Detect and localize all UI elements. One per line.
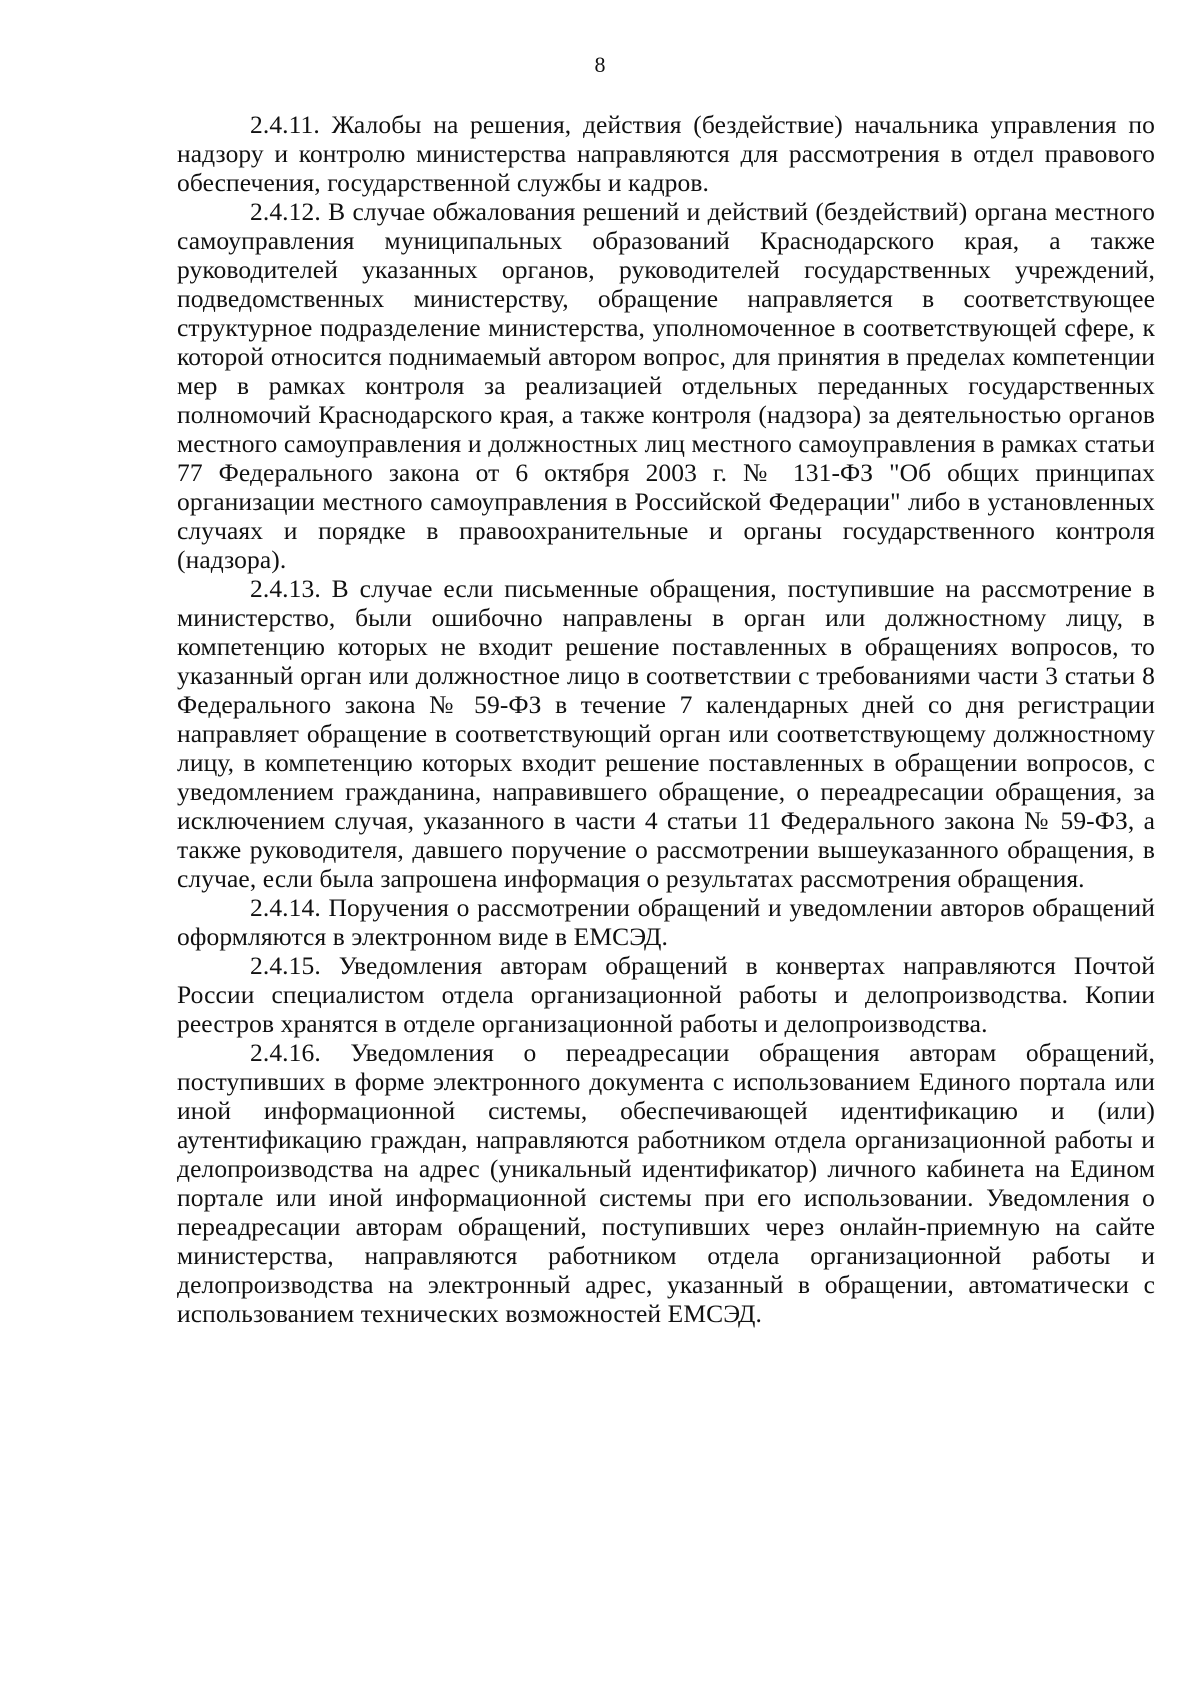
- document-body: [177, 110, 1155, 1328]
- paragraph-2-4-16: 2.4.16. Уведомления о переадресации обращения авторам обращений, поступивших в форме электронного документа с использованием Единого портала или иной информационной системы, обеспечивающей идентификацию и (или) аутентификацию граждан, направляются работником отдела организационной работы и делопроизводства на адрес (уникальный идентификатор) личного кабинета на Едином портале или иной информационной системы при его использовании. Уведомления о переадресации авторам обращений, поступивших через онлайн-приемную на сайте министерства, направляются работником отдела организационной работы и делопроизводства на электронный адрес, указанный в обращении, автоматически с использованием технических возможностей ЕМСЭД.: [177, 1038, 1155, 1328]
- paragraph-2-4-15: 2.4.15. Уведомления авторам обращений в конвертах направляются Почтой России специалистом отдела организационной работы и делопроизводства. Копии реестров хранятся в отделе организационной работы и делопроизводства.: [177, 951, 1155, 1038]
- paragraph-2-4-13: 2.4.13. В случае если письменные обращения, поступившие на рассмотрение в министерство, были ошибочно направлены в орган или должностному лицу, в компетенцию которых не входит решение поставленных в обращениях вопросов, то указанный орган или должностное лицо в соответствии с требованиями части 3 статьи 8 Федерального закона № 59-ФЗ в течение 7 календарных дней со дня регистрации направляет обращение в соответствующий орган или соответствующему должностному лицу, в компетенцию которых входит решение поставленных в обращении вопросов, с уведомлением гражданина, направившего обращение, о переадресации обращения, за исключением случая, указанного в части 4 статьи 11 Федерального закона № 59-ФЗ, а также руководителя, давшего поручение о рассмотрении вышеуказанного обращения, в случае, если была запрошена информация о результатах рассмотрения обращения.: [177, 574, 1155, 893]
- paragraph-2-4-11: 2.4.11. Жалобы на решения, действия (бездействие) начальника управления по надзору и контролю министерства направляются для рассмотрения в отдел правового обеспечения, государственной службы и кадров.: [177, 110, 1155, 197]
- paragraph-2-4-14: 2.4.14. Поручения о рассмотрении обращений и уведомлении авторов обращений оформляются в электронном виде в ЕМСЭД.: [177, 893, 1155, 951]
- page-number: 8: [594, 52, 606, 77]
- paragraph-2-4-12: 2.4.12. В случае обжалования решений и действий (бездействий) органа местного самоуправления муниципальных образований Краснодарского края, а также руководителей указанных органов, руководителей государственных учреждений, подведомственных министерству, обращение направляется в соответствующее структурное подразделение министерства, уполномоченное в соответствующей сфере, к которой относится поднимаемый автором вопрос, для принятия в пределах компетенции мер в рамках контроля за реализацией отдельных переданных государственных полномочий Краснодарского края, а также контроля (надзора) за деятельностью органов местного самоуправления и должностных лиц местного самоуправления в рамках статьи 77 Федерального закона от 6 октября 2003 г. № 131-ФЗ "Об общих принципах организации местного самоуправления в Российской Федерации" либо в установленных случаях и порядке в правоохранительные и органы государственного контроля (надзора).: [177, 197, 1155, 574]
